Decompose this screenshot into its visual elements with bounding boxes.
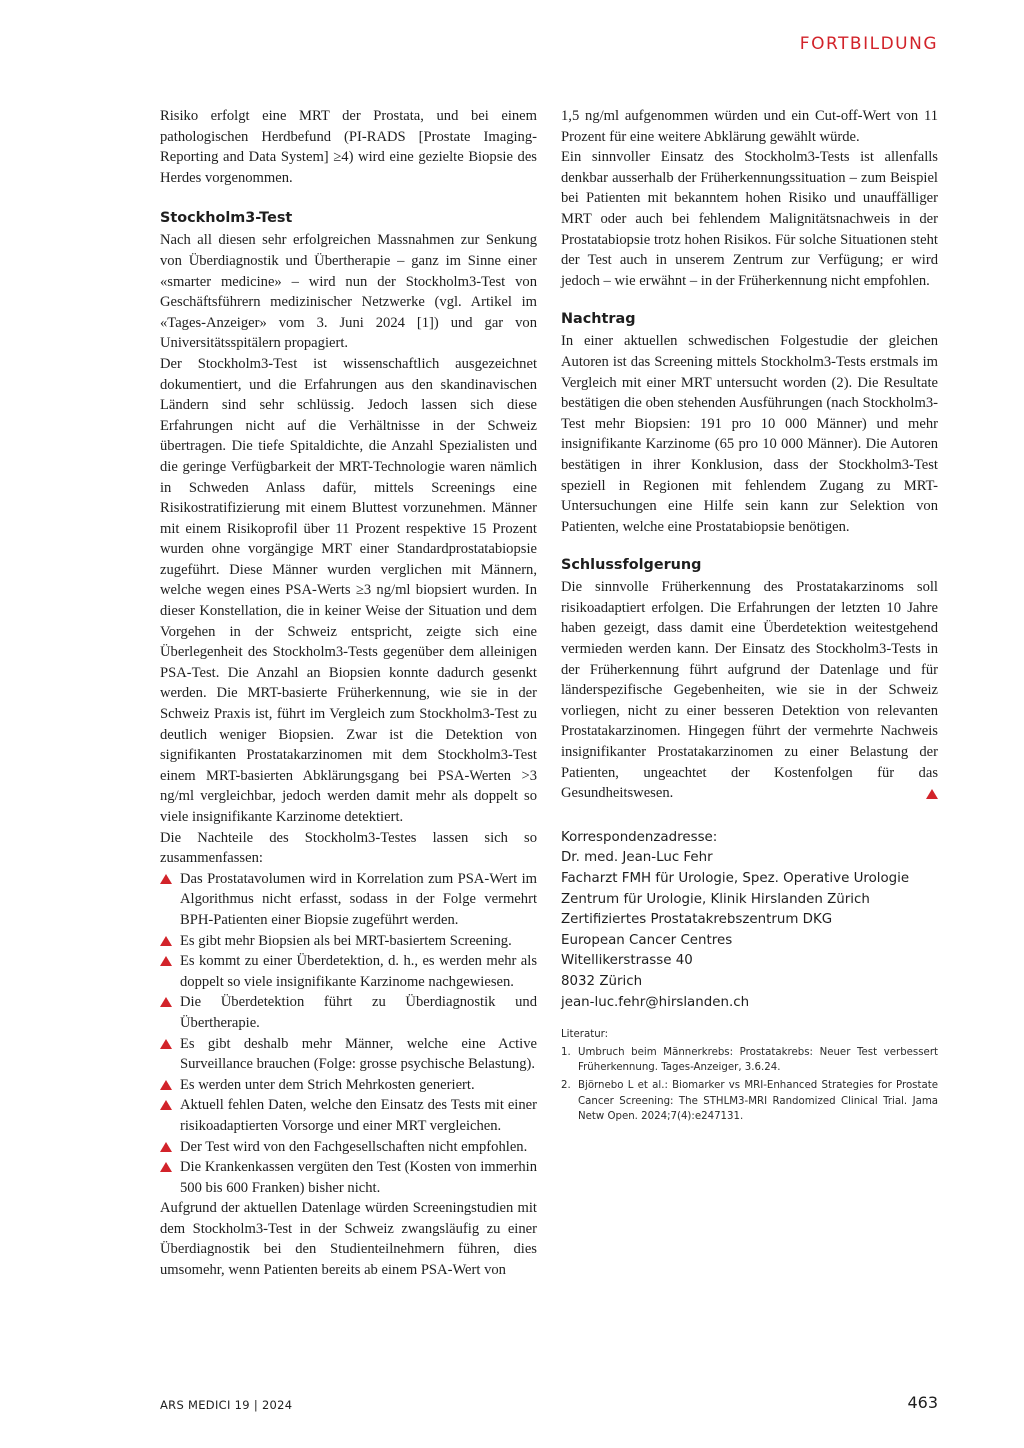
triangle-bullet-icon <box>160 1080 172 1090</box>
triangle-bullet-icon <box>160 1100 172 1110</box>
disadvantages-list <box>160 869 537 1199</box>
list-item: Es werden unter dem Strich Mehrkosten generiert. <box>160 1075 537 1096</box>
correspondence-address <box>561 828 938 1013</box>
left-column <box>160 106 537 1281</box>
list-item: Der Test wird von den Fachgesellschaften nicht empfohlen. <box>160 1137 537 1158</box>
section-label: FORTBILDUNG <box>799 34 938 54</box>
heading-schlussfolgerung: Schlussfolgerung <box>561 557 702 574</box>
paragraph: Aufgrund der aktuellen Datenlage würden Screeningstudien mit dem Stockholm3-Test in der Schweiz zwangsläufig zu einer Überdiagnostik bei den Studienteilnehmern führen, dies umsomehr, wenn Patienten bereits ab einem PSA-Wert von <box>160 1200 537 1279</box>
reference-item: 1. Umbruch beim Männerkrebs: Prostatakrebs: Neuer Test verbessert Früherkennung. Tages-Anzeiger, 3.6.24. <box>561 1046 938 1074</box>
list-item: Aktuell fehlen Daten, welche den Einsatz des Tests mit einer risikoadaptierten Vorsorge und einer MRT vergleichen. <box>160 1095 537 1136</box>
paragraph: Der Stockholm3-Test ist wissenschaftlich ausgezeichnet dokumentiert, und die Erfahrungen aus den skandinavischen Ländern sind sehr schlüssig. Jedoch lassen sich diese Erfahrungen nicht auf die Verhältnisse in der Schweiz übertragen. Die tiefe Spitaldichte, die Anzahl Spezialisten und die geringe Verfügbarkeit der MRT-Technologie waren nämlich in Schweden Anlass dafür, mittels Screenings eine Risikostratifizierung mit einem Bluttest vorzunehmen. Männer mit einem Risikoprofil über 11 Prozent respektive 15 Prozent wurden ohne vorgängige MRT einer Standardprostatabiopsie zugeführt. Diese Männer wurden verglichen mit Männern, welche wegen eines PSA-Werts ≥3 ng/ml biopsiert wurden. In dieser Konstellation, die in keiner Weise der Situation und dem Vorgehen in der Schweiz entspricht, zeigte sich eine Überlegenheit des Stockholm3-Tests gegenüber dem alleinigen PSA-Test. Die Anzahl an Biopsien konnte dadurch gesenkt werden. Die MRT-basierte Früherkennung, wie sie in der Schweiz Praxis ist, führt im Vergleich zum Stockholm3-Test zu deutlich weniger Biopsien. Zwar ist die Detektion von signifikanten Prostatakarzinomen mit dem Stockholm3-Test einem MRT-basierten Abklärungsgang bei PSA-Werten >3 ng/ml vergleichbar, jedoch werden damit mehr als doppelt so viele insignifikante Karzinome detektiert. <box>160 355 537 825</box>
journal-issue: ARS MEDICI 19 | 2024 <box>160 1398 293 1412</box>
reference-item: 2. Björnebo L et al.: Biomarker vs MRI-Enhanced Strategies for Prostate Cancer Screening: The STHLM3-MRI Randomized Clinical Trial. Jama Netw Open. 2024;7(4):e247131. <box>561 1079 938 1123</box>
contact-line: Zentrum für Urologie, Klinik Hirslanden Zürich <box>561 891 870 907</box>
triangle-bullet-icon <box>160 997 172 1007</box>
heading-stockholm3: Stockholm3-Test <box>160 210 293 227</box>
triangle-bullet-icon <box>160 874 172 884</box>
contact-line: Witellikerstrasse 40 <box>561 953 693 969</box>
paragraph: Die Nachteile des Stockholm3-Testes lassen sich so zusammenfassen: <box>160 829 537 867</box>
right-column <box>561 106 938 1127</box>
heading-nachtrag: Nachtrag <box>561 311 636 328</box>
triangle-bullet-icon <box>160 956 172 966</box>
page-number: 463 <box>907 1393 938 1412</box>
contact-line: European Cancer Centres <box>561 932 733 948</box>
contact-line: Korrespondenzadresse: <box>561 829 718 845</box>
reference-list <box>561 1045 938 1125</box>
paragraph: Nach all diesen sehr erfolgreichen Massnahmen zur Senkung von Überdiagnostik und Übertherapie – ganz im Sinne einer «smarter medicine» – wird nun der Stockholm3-Test von Geschäftsführern medizinischer Netzwerke (vgl. Artikel im «Tages-Anzeiger» vom 3. Juni 2024 [1]) und gar von Universitätsspitälern propagiert. <box>160 232 537 352</box>
end-of-article-icon <box>926 789 938 799</box>
contact-line: Zertifiziertes Prostatakrebszentrum DKG <box>561 912 833 928</box>
triangle-bullet-icon <box>160 936 172 946</box>
triangle-bullet-icon <box>160 1039 172 1049</box>
paragraph: In einer aktuellen schwedischen Folgestudie der gleichen Autoren ist das Screening mittels Stockholm3-Tests erstmals im Vergleich mit einer MRT untersucht worden (2). Die Resultate bestätigen die oben stehenden Ausführungen (nach Stockholm3-Test mehr Biopsien: 191 pro 10 000 Männer) und mehr insignifikante Karzinome (65 pro 10 000 Männer). Die Autoren bestätigen in ihrer Konklusion, dass der Stockholm3-Test speziell in Regionen mit fehlendem Zugang zu MRT-Untersuchungen eine Hilfe sein kann zur Selektion von Patienten, welche eine Prostatabiopsie benötigen. <box>561 333 938 535</box>
list-item: Es gibt mehr Biopsien als bei MRT-basiertem Screening. <box>160 931 537 952</box>
email-link[interactable]: jean-luc.fehr@hirslanden.ch <box>561 994 750 1010</box>
contact-line: 8032 Zürich <box>561 973 643 989</box>
paragraph: Die sinnvolle Früherkennung des Prostatakarzinoms soll risikoadaptiert erfolgen. Die Erfahrungen der letzten 10 Jahre haben gezeigt, dass damit eine Überdetektion weitestgehend vermieden werden kann. Der Einsatz des Stockholm3-Tests in der Früherkennung führt aufgrund der Datenlage und für länderspezifische Gegebenheiten, wie sie in der Schweiz vorliegen, nicht zu einer besseren Detektion von relevanten Prostatakarzinomen. Hingegen führt der vermehrte Nachweis insignifikanter Prostatakarzinomen zu einer Belastung der Patienten, ungeachtet der Kostenfolgen für das Gesundheitswesen. <box>561 579 938 802</box>
list-item: Es gibt deshalb mehr Männer, welche eine Active Surveillance brauchen (Folge: grosse psychische Belastung). <box>160 1034 537 1075</box>
intro-paragraph: Risiko erfolgt eine MRT der Prostata, und bei einem pathologischen Herdbefund (PI-RADS [Prostate Imaging-Reporting and Data System] ≥4) wird eine gezielte Biopsie des Herdes vorgenommen. <box>160 108 537 186</box>
list-item: Das Prostatavolumen wird in Korrelation zum PSA-Wert im Algorithmus nicht erfasst, sodass in der Folge vermehrt BPH-Patienten einer Biopsie zugeführt werden. <box>160 869 537 931</box>
paragraph: Ein sinnvoller Einsatz des Stockholm3-Tests ist allenfalls denkbar ausserhalb der Früherkennungssituation – zum Beispiel bei Patienten mit bekanntem hohen Risiko und unauffälliger MRT oder auch bei fehlendem Malignitätsnachweis in der Prostatabiopsie trotz hohen Risikos. Für solche Situationen steht der Test auch in unserem Zentrum zur Verfügung; er wird jedoch – wie erwähnt – in der Früherkennung nicht empfohlen. <box>561 149 938 289</box>
list-item: Die Überdetektion führt zu Überdiagnostik und Übertherapie. <box>160 992 537 1033</box>
list-item: Es kommt zu einer Überdetektion, d. h., es werden mehr als doppelt so viele insignifikante Karzinome nachgewiesen. <box>160 951 537 992</box>
list-item: Die Krankenkassen vergüten den Test (Kosten von immerhin 500 bis 600 Franken) bisher nicht. <box>160 1157 537 1198</box>
triangle-bullet-icon <box>160 1162 172 1172</box>
paragraph: 1,5 ng/ml aufgenommen würden und ein Cut-off-Wert von 11 Prozent für eine weitere Abklärung gewählt würde. <box>561 108 938 145</box>
triangle-bullet-icon <box>160 1142 172 1152</box>
literature <box>561 1027 938 1125</box>
contact-line: Facharzt FMH für Urologie, Spez. Operative Urologie <box>561 871 910 886</box>
literature-label: Literatur: <box>561 1029 609 1041</box>
contact-line: Dr. med. Jean-Luc Fehr <box>561 850 713 866</box>
